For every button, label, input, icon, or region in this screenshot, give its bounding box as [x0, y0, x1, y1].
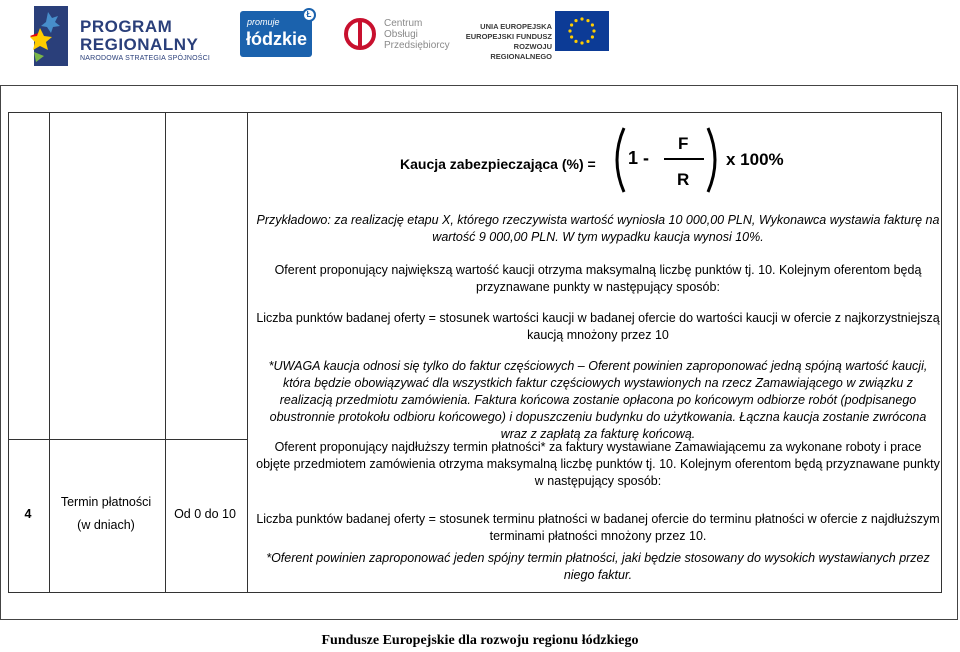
lodz-l-icon: Ł — [302, 8, 316, 22]
row-divider — [9, 439, 247, 440]
points-formula-text: Liczba punktów badanej oferty = stosunek wartości kaucji w badanej ofercie do wartości kaucji w ofercie z najkorzystniejszą kaucją mnożony przez 10 — [256, 311, 940, 342]
program-sub: NARODOWA STRATEGIA SPÓJNOŚCI — [80, 55, 211, 62]
formula-label: Kaucja zabezpieczająca (%) = — [400, 156, 596, 172]
cop-logo-text — [384, 18, 450, 51]
program-line1: PROGRAM — [80, 17, 173, 36]
eu-logo-text — [462, 22, 552, 62]
ue-line2: EUROPEJSKI FUNDUSZ — [465, 32, 552, 41]
row4-note: *Oferent powinien zaproponować jeden spójny termin płatności, jaki będzie stosowany do wysokich wystawianych przez niego faktur. — [266, 551, 930, 582]
col-divider-3 — [247, 113, 248, 592]
lodz-small: promuje — [247, 17, 280, 27]
ue-line3: ROZWOJU REGIONALNEGO — [490, 42, 552, 61]
footer-text: Fundusze Europejskie dla rozwoju regionu łódzkiego — [321, 633, 639, 648]
cop-line2: Obsługi — [384, 29, 418, 40]
notice-text: *UWAGA kaucja odnosi się tylko do faktur częściowych – Oferent powinien zaproponować jedną spójną wartość kaucji, która będzie obowiązywać dla wszystkich faktur częściowych wystawionych na rzecz Zamawiającego w związku z realizacją przedmiotu zamówienia. Faktura końcowa zostanie opłacona po końcowym odbiorze robót (podpisanego obustronnie protokołu odbioru końcowego) i dopuszczeniu budynku do użytkowania. Łączna kaucja zostanie zwrócona wraz z zapłatą za fakturę końcową. — [268, 359, 928, 441]
formula-times: x 100% — [726, 150, 784, 169]
program-line2: REGIONALNY — [80, 35, 199, 54]
left-paren-icon — [608, 126, 628, 194]
row4-points-formula: Liczba punktów badanej oferty = stosunek terminu płatności w badanej ofercie do terminu płatności w ofercie z najdłuższym terminami płatności mnożony przez 10. — [256, 512, 940, 543]
points-range: Od 0 do 10 — [174, 507, 236, 521]
cop-line3: Przedsiębiorcy — [384, 40, 450, 51]
criterion-line2: (w dniach) — [77, 518, 135, 532]
formula-one-minus: 1 - — [628, 148, 650, 168]
fraction-bar — [664, 158, 704, 160]
example-text: Przykładowo: za realizację etapu X, którego rzeczywista wartość wyniosła 10 000,00 PLN, Wykonawca wystawia fakturę na wartość 9 000,00 PLN. W tym wypadku kaucja wynosi 10%. — [256, 213, 940, 244]
lodz-big: łódzkie — [246, 29, 308, 49]
header-logos — [0, 0, 960, 72]
ue-line1: UNIA EUROPEJSKA — [480, 22, 552, 31]
max-points-text: Oferent proponujący największą wartość kaucji otrzyma maksymalną liczbę punktów tj. 10. Kolejnym oferentom będą przyznawane punkty w następujący sposób: — [274, 263, 922, 294]
eu-flag-icon — [555, 11, 609, 51]
program-regionalny-star-icon — [30, 6, 68, 66]
promuje-lodzkie-logo — [240, 11, 312, 57]
right-paren-icon — [704, 126, 724, 194]
row-number: 4 — [24, 507, 32, 521]
row4-desc: Oferent proponujący najdłuższy termin płatności* za faktury wystawiane Zamawiającemu za wykonane roboty i prace objęte przedmiotem zamówienia otrzyma maksymalną liczbę punktów tj. 10. Kolejnym oferentom będą przyznawane punkty w następujący sposób: — [256, 440, 940, 488]
cop-line1: Centrum — [384, 18, 423, 29]
program-regionalny-logo — [80, 18, 210, 63]
criterion-line1: Termin płatności — [60, 495, 152, 509]
formula-numerator: F — [678, 134, 689, 153]
cop-logo-icon — [344, 16, 376, 52]
formula-denominator: R — [677, 170, 690, 189]
